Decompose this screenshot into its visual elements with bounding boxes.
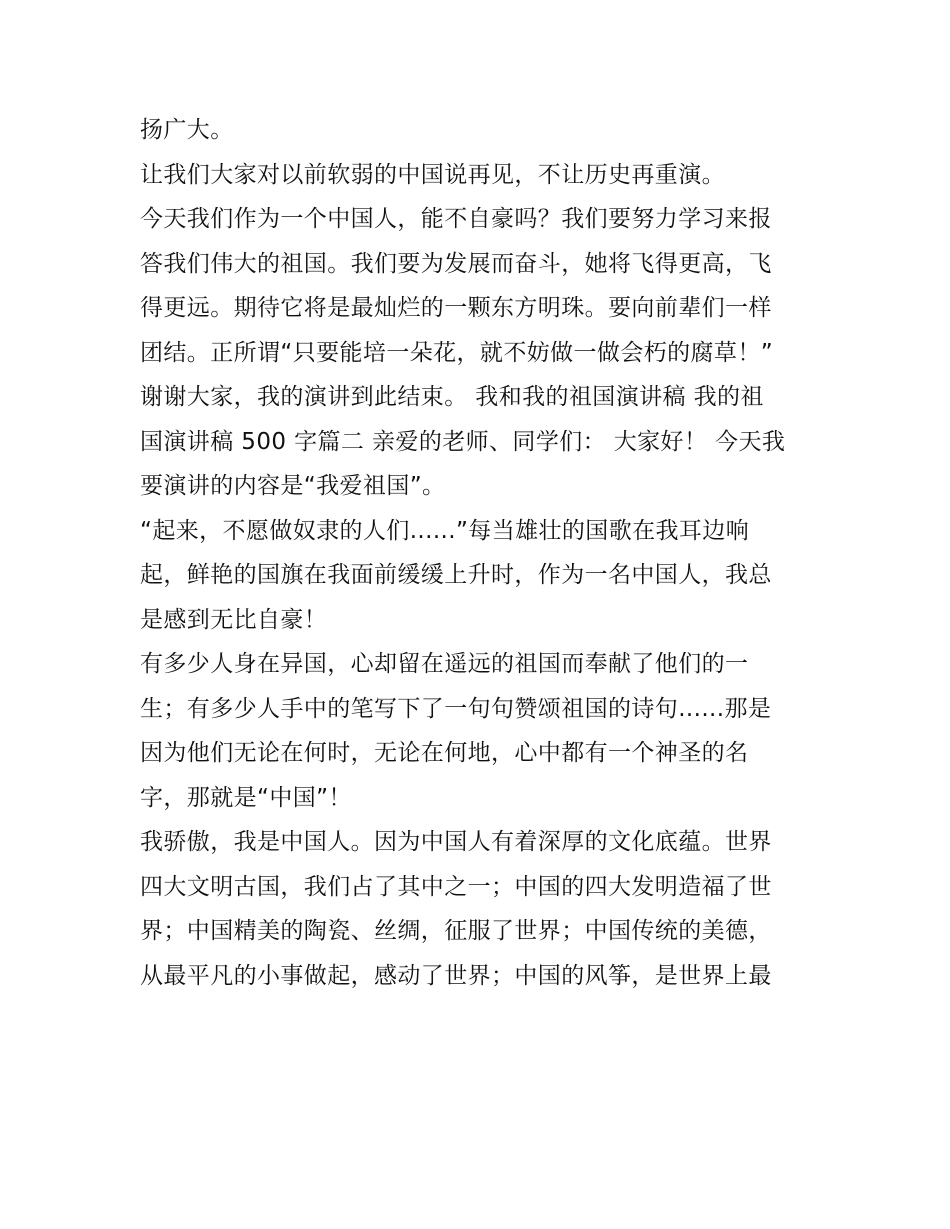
text-line: 得更远。期待它将是最灿烂的一颗东方明珠。要向前辈们一样 xyxy=(140,295,772,321)
text-line: “起来，不愿做奴隶的人们......”每当雄壮的国歌在我耳边响 xyxy=(140,517,750,544)
text-line: 扬广大。 xyxy=(140,117,234,143)
text-line: 字，那就是“中国”！ xyxy=(140,784,352,811)
text-line: 团结。正所谓“只要能培一朵花，就不妨做一做会朽的腐草！” xyxy=(140,339,774,366)
text-line: 从最平凡的小事做起，感动了世界；中国的风筝，是世界上最 xyxy=(140,962,772,989)
text-line: 国演讲稿 500 字篇二 亲爱的老师、同学们： 大家好！ 今天我 xyxy=(140,428,786,455)
text-line: 四大文明古国，我们占了其中之一；中国的四大发明造福了世 xyxy=(140,873,772,900)
text-line: 有多少人身在异国，心却留在遥远的祖国而奉献了他们的一 xyxy=(140,651,749,677)
text-line: 是感到无比自豪！ xyxy=(140,606,328,633)
text-line: 今天我们作为一个中国人，能不自豪吗？我们要努力学习来报 xyxy=(140,206,772,232)
text-line: 答我们伟大的祖国。我们要为发展而奋斗，她将飞得更高，飞 xyxy=(140,250,772,277)
text-line: 谢谢大家，我的演讲到此结束。 我和我的祖国演讲稿 我的祖 xyxy=(140,384,764,410)
text-line: 因为他们无论在何时，无论在何地，心中都有一个神圣的名 xyxy=(140,740,749,766)
text-line: 我骄傲，我是中国人。因为中国人有着深厚的文化底蕴。世界 xyxy=(140,829,772,855)
text-line: 界；中国精美的陶瓷、丝绸，征服了世界；中国传统的美德， xyxy=(140,918,772,944)
text-line: 生；有多少人手中的笔写下了一句句赞颂祖国的诗句......那是 xyxy=(140,695,772,722)
text-line: 起，鲜艳的国旗在我面前缓缓上升时，作为一名中国人，我总 xyxy=(140,562,772,588)
text-line: 让我们大家对以前软弱的中国说再见，不让历史再重演。 xyxy=(140,161,725,188)
body-text xyxy=(140,108,812,998)
text-line: 要演讲的内容是“我爱祖国”。 xyxy=(140,473,446,499)
